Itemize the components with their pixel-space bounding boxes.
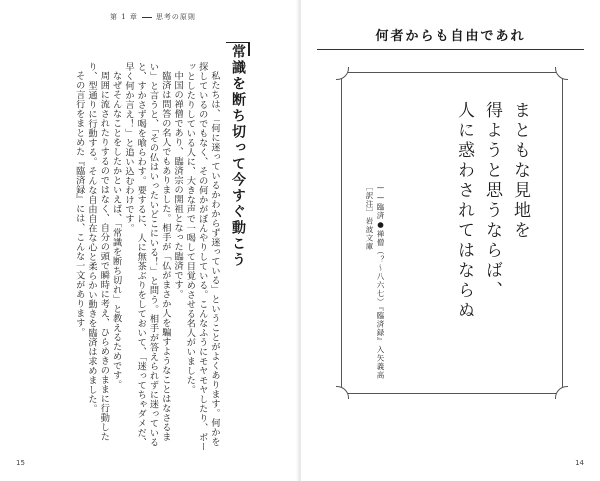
left-page xyxy=(0,0,299,481)
frame-corner-ornament xyxy=(336,67,349,80)
body-text xyxy=(16,62,220,452)
header-divider xyxy=(142,17,152,18)
paragraph: 中国の禅僧であり、臨済宗の開祖となった臨済です。 xyxy=(172,71,184,300)
chapter-title: 思考の原則 xyxy=(155,13,196,21)
paragraph: 周囲に流されたりするのではなく、自分の頭で瞬時に考え、ひらめきのままに行動したり、型通りに行動する。そんな自由自在な心と柔らかい動きを臨済は求めました。 xyxy=(86,62,110,442)
page-header-title: 何者からも自由であれ xyxy=(375,28,526,44)
quote-line: まともな見地を xyxy=(510,101,530,241)
paragraph: その言行をまとめた『臨済録』には、こんな一文があります。 xyxy=(73,71,85,338)
quote-line: 得ようと思うならば、 xyxy=(482,101,502,301)
quote-text xyxy=(450,101,534,351)
right-page xyxy=(301,0,600,481)
frame-corner-ornament xyxy=(555,386,568,399)
header-rule xyxy=(317,49,584,50)
quote-frame xyxy=(341,72,563,394)
paragraph: 臨済は問答の名人でもありました。相手が「仏がまさか人を騙すようなことはなさるまい」と言うと、「その仏はいったいどこにいる！」と問う。相手が答えられずに迷っていると、すかさず喝を喰らわす。要するに、人に無茶ぶりをしておいて、「迷ってちゃダメだ、早く何か言え！」と追い込むわけです。 xyxy=(122,62,171,447)
page-number-right: 14 xyxy=(575,459,584,467)
section-title-rule-horizontal xyxy=(226,42,250,43)
paragraph: 私たちは、「何に迷っているかわからず迷っている」ということがよくあります。何かを探しているのでもなく、その何かがぼんやりしている。こんなふうにモヤモヤしたり、ボーッとしたりしている人に、大きな声で一喝して目覚めさせる名人がいました。 xyxy=(184,62,220,452)
quote-attribution: ——臨済●禅僧（？〜八六七）『臨済録』入矢義高［訳注］岩波文庫 xyxy=(365,183,385,380)
section-title: 常識を断ち切って今すぐ動こう xyxy=(230,44,246,268)
frame-corner-ornament xyxy=(555,67,568,80)
chapter-number: 第 1 章 xyxy=(110,13,138,21)
paragraph: なぜそんなことをしたかといえば、「常識を断ち切れ」と教えるためです。 xyxy=(110,71,122,390)
frame-corner-ornament xyxy=(336,386,349,399)
quote-line: 人に惑わされてはならぬ xyxy=(454,101,474,321)
running-header xyxy=(110,12,196,22)
page-number-left: 15 xyxy=(16,459,25,467)
